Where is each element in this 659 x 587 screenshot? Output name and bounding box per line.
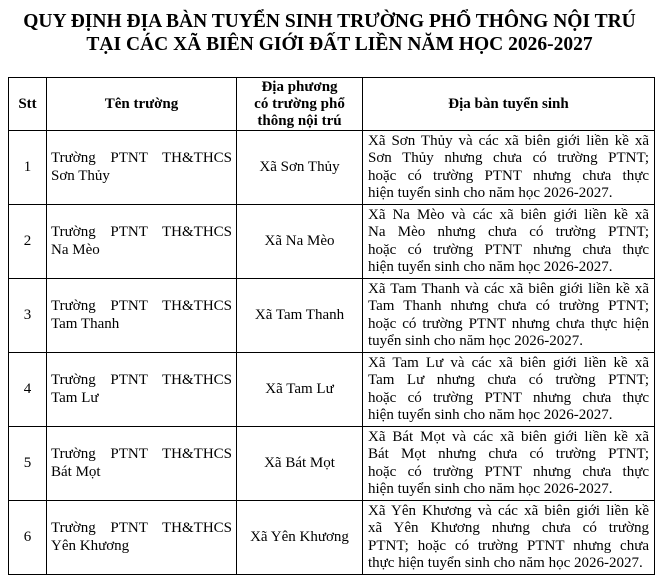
enrollment-area-table — [8, 77, 655, 575]
school-name-line: Sơn Thủy — [51, 167, 110, 184]
area-line: Xã Bát Mọt và các xã biên giới liền kề xã — [368, 428, 649, 445]
table-row — [9, 501, 655, 575]
row-school — [47, 279, 237, 353]
area-line: thực hiện tuyển sinh cho năm học 2026-2027. — [368, 555, 643, 571]
area-line: hiện tuyển sinh cho năm học 2026-2027. — [368, 407, 613, 423]
row-locality: Xã Yên Khương — [237, 501, 363, 575]
row-stt: 1 — [9, 131, 47, 205]
table-row — [9, 131, 655, 205]
row-stt: 5 — [9, 427, 47, 501]
area-line: Na Mèo nhưng chưa có trường PTNT; — [368, 224, 649, 240]
header-locality — [237, 78, 363, 131]
school-name-line: Trường PTNT TH&THCS — [51, 372, 232, 388]
row-area — [363, 279, 655, 353]
area-line: Xã Yên Khương và các xã biên giới liền kề — [368, 502, 649, 519]
area-line: Tam Lư nhưng chưa có trường PTNT; — [368, 372, 649, 388]
area-line: Xã Sơn Thủy và các xã biên giới liền kề xã — [368, 132, 649, 149]
area-line: hoặc có trường PTNT nhưng chưa thực — [368, 463, 649, 480]
area-line: xã Yên Khương nhưng chưa có trường — [368, 520, 649, 536]
area-line: hoặc có trường PTNT nhưng chưa thực — [368, 241, 649, 258]
area-line: hiện tuyển sinh cho năm học 2026-2027. — [368, 481, 613, 497]
area-line: Tam Thanh nhưng chưa có trường PTNT; — [368, 298, 649, 314]
row-area — [363, 501, 655, 575]
header-area: Địa bàn tuyển sinh — [363, 78, 655, 131]
row-area — [363, 205, 655, 279]
area-line: Xã Tam Lư và các xã biên giới liền kề xã — [368, 354, 649, 371]
row-area — [363, 427, 655, 501]
school-name-line: Na Mèo — [51, 241, 100, 258]
row-locality: Xã Sơn Thủy — [237, 131, 363, 205]
row-area — [363, 353, 655, 427]
area-line: Bát Mọt nhưng chưa có trường PTNT; — [368, 446, 649, 462]
area-line: hoặc có trường PTNT nhưng chưa thực hiện — [368, 315, 649, 332]
area-line: PTNT; hoặc có trường PTNT nhưng chưa — [368, 537, 649, 554]
header-school: Tên trường — [47, 78, 237, 131]
row-school — [47, 501, 237, 575]
row-school — [47, 427, 237, 501]
school-name-line: Tam Thanh — [51, 315, 120, 332]
area-line: hoặc có trường PTNT nhưng chưa thực — [368, 389, 649, 406]
table-row — [9, 205, 655, 279]
school-name-line: Trường PTNT TH&THCS — [51, 446, 232, 462]
area-line: Xã Tam Thanh và các xã biên giới liền kề xã — [368, 280, 649, 297]
school-name-line: Tam Lư — [51, 389, 99, 406]
row-school — [47, 205, 237, 279]
header-stt: Stt — [9, 78, 47, 131]
area-line: Xã Na Mèo và các xã biên giới liền kề xã — [368, 206, 649, 223]
row-locality: Xã Bát Mọt — [237, 427, 363, 501]
table-row — [9, 427, 655, 501]
document-title — [0, 10, 659, 56]
area-line: tuyển sinh cho năm học 2026-2027. — [368, 333, 583, 349]
row-area — [363, 131, 655, 205]
area-line: hoặc có trường PTNT nhưng chưa thực — [368, 167, 649, 184]
row-locality: Xã Tam Lư — [237, 353, 363, 427]
area-line: Sơn Thủy nhưng chưa có trường PTNT; — [368, 150, 649, 166]
row-stt: 6 — [9, 501, 47, 575]
header-locality-line: Địa phương — [261, 78, 338, 95]
title-line-1: QUY ĐỊNH ĐỊA BÀN TUYỂN SINH TRƯỜNG PHỔ THÔNG NỘI TRÚ — [23, 11, 636, 32]
header-locality-line: thông nội trú — [257, 112, 342, 129]
row-stt: 4 — [9, 353, 47, 427]
row-locality: Xã Tam Thanh — [237, 279, 363, 353]
row-stt: 2 — [9, 205, 47, 279]
table-row — [9, 279, 655, 353]
school-name-line: Trường PTNT TH&THCS — [51, 150, 232, 166]
row-school — [47, 353, 237, 427]
school-name-line: Trường PTNT TH&THCS — [51, 298, 232, 314]
row-locality: Xã Na Mèo — [237, 205, 363, 279]
school-name-line: Trường PTNT TH&THCS — [51, 520, 232, 536]
table-row — [9, 353, 655, 427]
area-line: hiện tuyển sinh cho năm học 2026-2027. — [368, 185, 613, 201]
school-name-line: Trường PTNT TH&THCS — [51, 224, 232, 240]
school-name-line: Yên Khương — [51, 537, 130, 554]
school-name-line: Bát Mọt — [51, 463, 101, 480]
title-line-2: TẠI CÁC XÃ BIÊN GIỚI ĐẤT LIỀN NĂM HỌC 2026-2027 — [86, 34, 593, 55]
table-header-row — [9, 78, 655, 131]
header-locality-line: có trường phổ — [254, 95, 345, 112]
area-line: hiện tuyển sinh cho năm học 2026-2027. — [368, 259, 613, 275]
row-school — [47, 131, 237, 205]
row-stt: 3 — [9, 279, 47, 353]
